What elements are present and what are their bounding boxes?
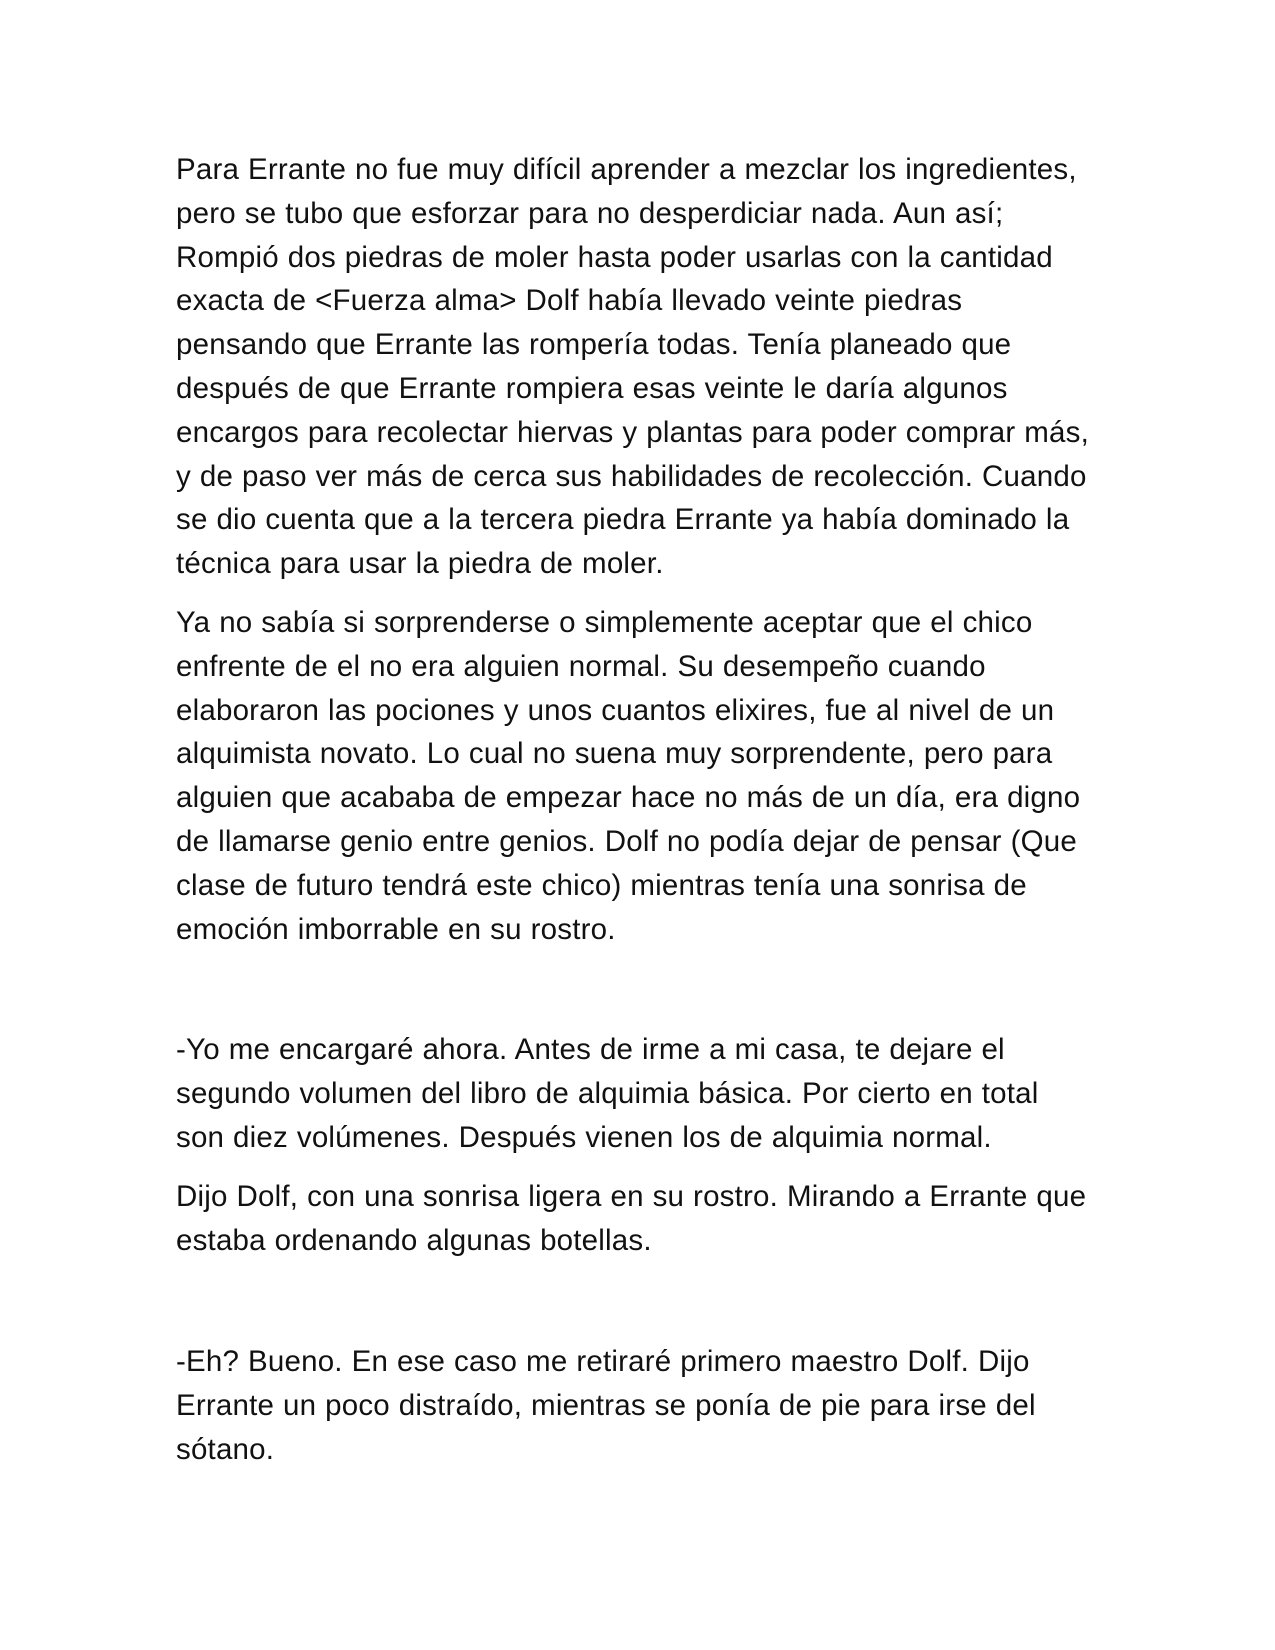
paragraph-3: [176, 1175, 1106, 1263]
text-line: encargos para recolectar hiervas y plantas para poder comprar más,: [176, 415, 1089, 449]
text-line: pensando que Errante las rompería todas. Tenía planeado que: [176, 328, 1012, 362]
text-line: enfrente de el no era alguien normal. Su desempeño cuando: [176, 649, 986, 683]
dialogue-paragraph-1: [176, 1028, 1106, 1159]
text-line: y de paso ver más de cerca sus habilidades de recolección. Cuando: [176, 459, 1087, 493]
paragraph-2: [176, 601, 1106, 951]
text-line: emoción imborrable en su rostro.: [176, 912, 616, 946]
text-line: estaba ordenando algunas botellas.: [176, 1223, 652, 1257]
text-line: Dijo Dolf, con una sonrisa ligera en su rostro. Mirando a Errante que: [176, 1180, 1087, 1213]
text-line: Errante un poco distraído, mientras se ponía de pie para irse del: [176, 1388, 1036, 1422]
paragraph-1: [176, 148, 1106, 586]
text-line: después de que Errante rompiera esas veinte le daría algunos: [176, 371, 1008, 405]
text-line: pero se tubo que esforzar para no desperdiciar nada. Aun así;: [176, 196, 1004, 230]
dialogue-paragraph-2: [176, 1340, 1106, 1471]
text-line: Rompió dos piedras de moler hasta poder usarlas con la cantidad: [176, 240, 1053, 274]
text-line: alguien que acababa de empezar hace no más de un día, era digno: [176, 781, 1081, 815]
text-line: elaboraron las pociones y unos cuantos elixires, fue al nivel de un: [176, 693, 1055, 727]
text-line: son diez volúmenes. Después vienen los de alquimia normal.: [176, 1120, 992, 1154]
text-line: técnica para usar la piedra de moler.: [176, 547, 664, 581]
text-line: sótano.: [176, 1432, 275, 1466]
text-line: clase de futuro tendrá este chico) mientras tenía una sonrisa de: [176, 868, 1027, 902]
text-line: -Yo me encargaré ahora. Antes de irme a mi casa, te dejare el: [176, 1033, 1005, 1066]
text-line: -Eh? Bueno. En ese caso me retiraré primero maestro Dolf. Dijo: [176, 1345, 1030, 1378]
text-line: alquimista novato. Lo cual no suena muy sorprendente, pero para: [176, 737, 1053, 771]
text-line: de llamarse genio entre genios. Dolf no podía dejar de pensar (Que: [176, 824, 1077, 858]
text-line: segundo volumen del libro de alquimia básica. Por cierto en total: [176, 1076, 1039, 1110]
text-line: Para Errante no fue muy difícil aprender a mezclar los ingredientes,: [176, 153, 1077, 186]
text-line: exacta de <Fuerza alma> Dolf había llevado veinte piedras: [176, 284, 963, 318]
text-line: Ya no sabía si sorprenderse o simplemente aceptar que el chico: [176, 606, 1033, 639]
text-line: se dio cuenta que a la tercera piedra Errante ya había dominado la: [176, 503, 1070, 537]
